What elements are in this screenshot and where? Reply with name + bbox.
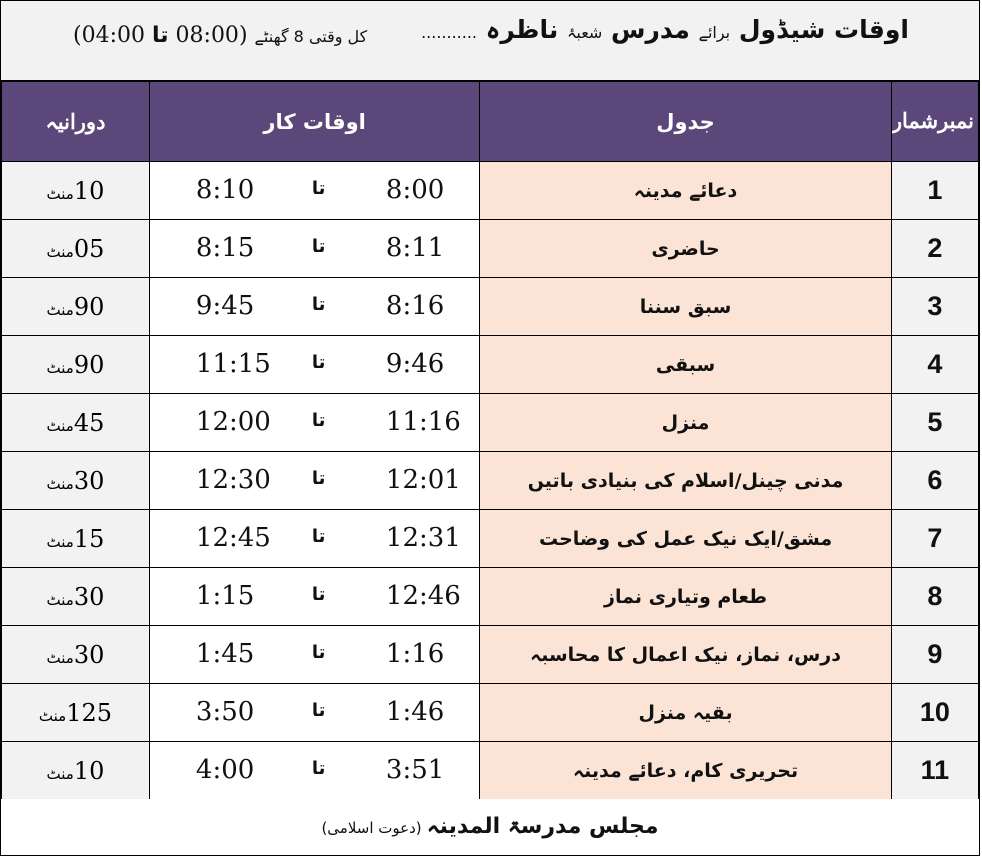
col-schedule: جدول [480, 82, 891, 162]
duration-unit: منٹ [46, 764, 74, 783]
time-cell [149, 684, 479, 742]
time-open: (08:00 [175, 23, 248, 48]
end-time: 11:15 [195, 349, 271, 379]
schedule-item: طعام وتیاری نماز [480, 568, 891, 626]
schedule-item: سبق سننا [480, 278, 891, 336]
footer-org: مجلس مدرسۃ المدینہ [426, 814, 659, 839]
row-number: 7 [891, 510, 978, 568]
end-time: 12:30 [195, 465, 271, 495]
time-separator: تا [311, 294, 326, 315]
table-row [2, 684, 979, 742]
table-row [2, 162, 979, 220]
total-label: کل وقتی 8 گھنٹے [254, 27, 368, 46]
end-time: 12:00 [195, 407, 271, 437]
duration-unit: منٹ [46, 242, 74, 261]
time-cell [149, 452, 479, 510]
duration-unit: منٹ [46, 590, 74, 609]
start-time: 1:16 [385, 639, 445, 669]
time-separator: تا [311, 700, 326, 721]
row-number: 11 [891, 742, 978, 800]
table-row [2, 278, 979, 336]
table-header-row [2, 82, 979, 162]
end-time: 3:50 [195, 697, 255, 727]
start-time: 8:16 [385, 291, 445, 321]
row-number: 5 [891, 394, 978, 452]
duration-unit: منٹ [46, 648, 74, 667]
start-time: 1:46 [385, 697, 445, 727]
duration-unit: منٹ [46, 474, 74, 493]
start-time: 8:11 [385, 233, 445, 263]
duration-unit: منٹ [46, 300, 74, 319]
table-body [2, 162, 979, 800]
time-close: 04:00) [73, 23, 145, 48]
row-number: 9 [891, 626, 978, 684]
duration-value: 05 [73, 234, 105, 263]
start-time: 3:51 [385, 755, 445, 785]
time-cell [149, 626, 479, 684]
table-row [2, 336, 979, 394]
duration-cell [2, 278, 150, 336]
schedule-item: تحریری کام، دعائے مدینہ [480, 742, 891, 800]
row-number: 3 [891, 278, 978, 336]
duration-cell [2, 626, 150, 684]
duration-cell [2, 162, 150, 220]
time-to: تا [152, 23, 169, 48]
duration-cell [2, 568, 150, 626]
schedule-item: دعائے مدینہ [480, 162, 891, 220]
end-time: 1:45 [195, 639, 255, 669]
title-bold: اوقات شیڈول [738, 15, 909, 44]
end-time: 8:10 [195, 175, 255, 205]
schedule-table [1, 81, 979, 800]
time-separator: تا [311, 352, 326, 373]
page-title [421, 15, 909, 44]
time-cell [149, 220, 479, 278]
duration-value: 45 [73, 408, 105, 437]
row-number: 8 [891, 568, 978, 626]
duration-value: 10 [73, 756, 105, 785]
time-cell [149, 336, 479, 394]
duration-value: 90 [73, 350, 105, 379]
row-number: 10 [891, 684, 978, 742]
footer [1, 799, 979, 855]
duration-unit: منٹ [46, 416, 74, 435]
duration-value: 30 [73, 582, 105, 611]
duration-value: 90 [73, 292, 105, 321]
duration-value: 15 [73, 524, 105, 553]
time-separator: تا [311, 526, 326, 547]
time-separator: تا [311, 468, 326, 489]
time-separator: تا [311, 236, 326, 257]
row-number: 2 [891, 220, 978, 278]
title-bar [1, 1, 979, 81]
end-time: 9:45 [195, 291, 255, 321]
time-separator: تا [311, 642, 326, 663]
title-subject: ناظرہ [485, 15, 559, 44]
time-separator: تا [311, 758, 326, 779]
start-time: 12:01 [385, 465, 461, 495]
time-separator: تا [311, 584, 326, 605]
time-separator: تا [311, 410, 326, 431]
time-cell [149, 742, 479, 800]
duration-cell [2, 394, 150, 452]
schedule-item: حاضری [480, 220, 891, 278]
table-row [2, 452, 979, 510]
duration-cell [2, 452, 150, 510]
row-number: 4 [891, 336, 978, 394]
title-role: مدرس [611, 15, 690, 44]
start-time: 11:16 [385, 407, 461, 437]
col-work-hours: اوقات کار [149, 82, 479, 162]
col-number: نمبرشمار [891, 82, 978, 162]
duration-cell [2, 742, 150, 800]
duration-unit: منٹ [46, 184, 74, 203]
start-time: 12:31 [385, 523, 461, 553]
table-row [2, 742, 979, 800]
time-cell [149, 510, 479, 568]
title-for: برائے [698, 23, 731, 42]
time-separator: تا [311, 178, 326, 199]
duration-cell [2, 336, 150, 394]
title-dots: ........... [421, 23, 478, 42]
schedule-item: مشق/ایک نیک عمل کی وضاحت [480, 510, 891, 568]
table-row [2, 220, 979, 278]
duration-unit: منٹ [38, 706, 67, 725]
time-cell [149, 278, 479, 336]
end-time: 12:45 [195, 523, 271, 553]
table-row [2, 626, 979, 684]
start-time: 8:00 [385, 175, 445, 205]
duration-cell [2, 510, 150, 568]
duration-value: 30 [73, 466, 105, 495]
schedule-item: مدنی چینل/اسلام کی بنیادی باتیں [480, 452, 891, 510]
col-duration: دورانیہ [2, 82, 150, 162]
start-time: 9:46 [385, 349, 445, 379]
schedule-item: درس، نماز، نیک اعمال کا محاسبہ [480, 626, 891, 684]
schedule-item: منزل [480, 394, 891, 452]
start-time: 12:46 [385, 581, 461, 611]
time-cell [149, 394, 479, 452]
time-cell [149, 568, 479, 626]
duration-cell [2, 684, 150, 742]
duration-value: 30 [73, 640, 105, 669]
duration-value: 10 [73, 176, 105, 205]
table-row [2, 568, 979, 626]
schedule-item: سبقی [480, 336, 891, 394]
title-dept: شعبۂ [566, 23, 603, 42]
row-number: 6 [891, 452, 978, 510]
time-cell [149, 162, 479, 220]
end-time: 8:15 [195, 233, 255, 263]
total-time [73, 23, 367, 48]
end-time: 1:15 [195, 581, 255, 611]
duration-value: 125 [66, 698, 113, 727]
end-time: 4:00 [195, 755, 255, 785]
table-row [2, 394, 979, 452]
duration-cell [2, 220, 150, 278]
duration-unit: منٹ [46, 532, 74, 551]
table-row [2, 510, 979, 568]
schedule-item: بقیہ منزل [480, 684, 891, 742]
footer-sub: (دعوت اسلامی) [321, 819, 422, 837]
row-number: 1 [891, 162, 978, 220]
duration-unit: منٹ [46, 358, 74, 377]
